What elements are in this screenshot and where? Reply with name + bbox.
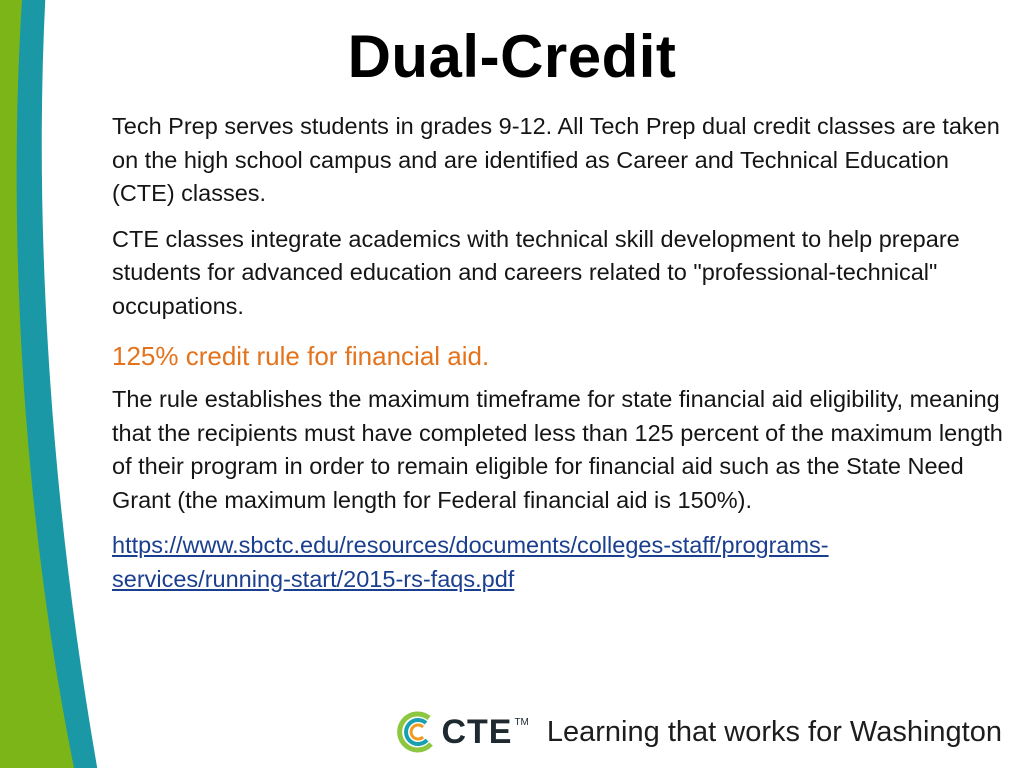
cte-logo-icon [395, 710, 439, 754]
slide-title: Dual-Credit [347, 23, 677, 90]
subheading-credit-rule: 125% credit rule for financial aid. [112, 341, 490, 371]
logo-text: CTE [441, 712, 513, 751]
paragraph-tech-prep: Tech Prep serves students in grades 9-12. All Tech Prep dual credit classes are taken on the high school campus and are identified as Career and Technical Education (CTE) classes. [112, 113, 1000, 206]
paragraph-cte-classes: CTE classes integrate academics with technical skill development to help prepare students for advanced education and careers related to "professional-technical" occupations. [112, 225, 960, 319]
trademark-mark: TM [514, 716, 529, 728]
slide-body [112, 110, 1007, 596]
decorative-side-band [0, 0, 110, 768]
reference-link[interactable]: https://www.sbctc.edu/resources/documents/colleges-staff/programs-services/running-start/2015-rs-faqs.pdf [112, 532, 829, 592]
footer [395, 704, 1002, 760]
footer-tagline: Learning that works for Washington [546, 715, 1002, 748]
paragraph-rule-explanation: The rule establishes the maximum timeframe for state financial aid eligibility, meaning that the recipients must have completed less than 125 percent of the maximum length of their program in order to remain eligible for financial aid such as the State Need Grant (the maximum length for Federal financial aid is 150%). [112, 386, 1003, 513]
cte-logo [395, 710, 528, 754]
